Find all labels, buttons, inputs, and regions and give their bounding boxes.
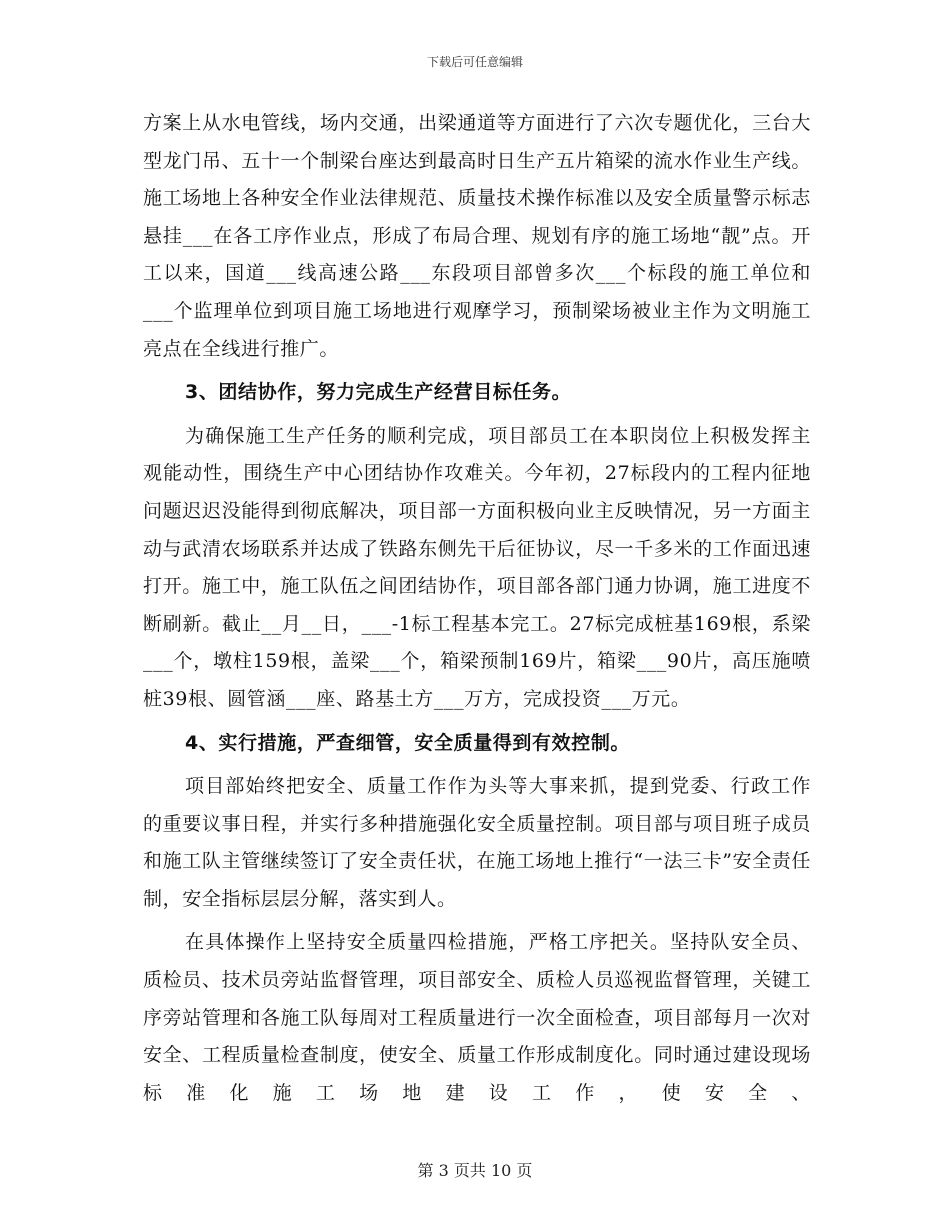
paragraph-safety: 项目部始终把安全、质量工作作为头等大事来抓，提到党委、行政工作的重要议事日程，并实行多种措施强化安全质量控制。项目部与项目班子成员和施工队主管继续签订了安全责任状，在施工场地上推行“一法三卡”安全责任制，安全指标层层分解，落实到人。 xyxy=(143,775,811,910)
page-header: 下载后可任意编辑 xyxy=(426,55,523,69)
document-body xyxy=(143,105,811,1112)
page-footer: 第 3 页共 10 页 xyxy=(417,1161,533,1180)
paragraph-continued: 方案上从水电管线，场内交通，出梁通道等方面进行了六次专题优化，三台大型龙门吊、五十一个制梁台座达到最高时日生产五片箱梁的流水作业生产线。施工场地上各种安全作业法律规范、质量技术操作标准以及安全质量警示标志悬挂___在各工序作业点，形成了布局合理、规划有序的施工场地“靓”点。开工以来，国道___线高速公路___东段项目部曾多次___个标段的施工单位和___个监理单位到项目施工场地进行观摩学习，预制梁场被业主作为文明施工亮点在全线进行推广。 xyxy=(143,112,811,360)
paragraph-teamwork: 为确保施工生产任务的顺利完成，项目部员工在本职岗位上积极发挥主观能动性，围绕生产中心团结协作攻难关。今年初，27标段内的工程内征地问题迟迟没能得到彻底解决，项目部一方面积极向业主反映情况，另一方面主动与武清农场联系并达成了铁路东侧先干后征协议，尽一千多米的工作面迅速打开。施工中，施工队伍之间团结协作，项目部各部门通力协调，施工进度不断刷新。截止__月__日，___-1标工程基本完工。27标完成桩基169根，系梁___个，墩柱159根，盖梁___个，箱梁预制169片，箱梁___90片，高压施喷桩39根、圆管涵___座、路基土方___万方，完成投资___万元。 xyxy=(143,424,811,710)
section-heading-3: 3、团结协作，努力完成生产经营目标任务。 xyxy=(185,381,572,404)
section-heading-4: 4、实行措施，严查细管，安全质量得到有效控制。 xyxy=(185,731,631,754)
paragraph-operations: 在具体操作上坚持安全质量四检措施，严格工序把关。坚持队安全员、质检员、技术员旁站监督管理，项目部安全、质检人员巡视监督管理，关键工序旁站管理和各施工队每周对工程质量进行一次全面检查，项目部每月一次对安全、工程质量检查制度，使安全、质量工作形成制度化。同时通过建设现场标准化施工场地建设工作，使安全、 xyxy=(143,931,811,1104)
